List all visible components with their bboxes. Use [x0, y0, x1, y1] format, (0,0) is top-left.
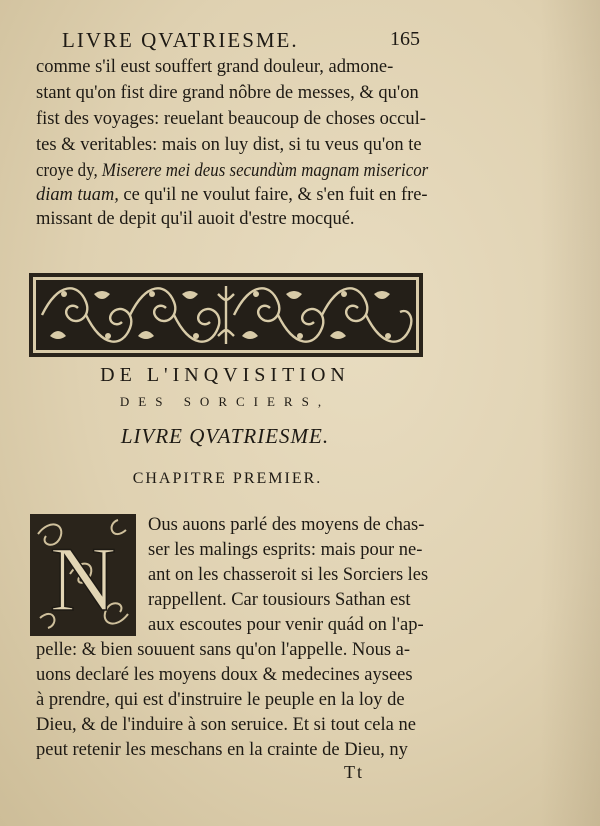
text-run: ce qu'il ne voulut faire, & s'en fuit en fre-: [123, 185, 428, 205]
chapter-number: CHAPITRE PREMIER.: [132, 470, 323, 487]
drop-cap-letter: N: [49, 528, 117, 630]
book-title: LIVRE QVATRIESME.: [120, 424, 330, 448]
running-title: LIVRE QVATRIESME.: [62, 28, 299, 52]
text-line: uons declaré les moyens doux & medecines aysees: [36, 665, 413, 685]
decorative-headpiece: [28, 272, 424, 358]
text-line: ant on les chasseroit si les Sorciers les: [148, 565, 429, 585]
text-line: stant qu'on fist dire grand nôbre de messes, & qu'on: [36, 83, 419, 103]
chapter-subtitle: DES SORCIERS,: [119, 394, 331, 409]
text-line: tes & veritables: mais on luy dist, si tu veus qu'on te: [36, 135, 422, 155]
text-line: Dieu, & de l'induire à son seruice. Et si tout cela ne: [36, 715, 416, 735]
latin-quotation: Miserere mei deus secundùm magnam misericor: [101, 161, 429, 181]
signature-mark: Tt: [344, 762, 364, 782]
text-line: missant de depit qu'il auoit d'estre mocqué.: [36, 209, 355, 229]
text-line: aux escoutes pour venir quád on l'ap-: [148, 615, 424, 635]
chapter-title: DE L'INQVISITION: [100, 364, 350, 386]
latin-quotation: diam tuam,: [36, 185, 119, 205]
text-line: fist des voyages: reuelant beaucoup de choses occul-: [36, 109, 426, 129]
drop-cap-initial: [30, 514, 136, 636]
text-line: pelle: & bien souuent sans qu'on l'appelle. Nous a-: [36, 640, 411, 660]
text-line: comme s'il eust souffert grand douleur, admone-: [36, 57, 394, 77]
text-line: à prendre, qui est d'instruire le peuple en la loy de: [36, 690, 405, 710]
text-line: [36, 184, 428, 206]
text-line: peut retenir les meschans en la crainte de Dieu, ny: [36, 740, 408, 760]
page-number: 165: [390, 28, 420, 50]
text-line: rappellent. Car tousiours Sathan est: [148, 590, 411, 610]
facing-page-bleed: [540, 0, 600, 826]
text-run: croye dy,: [36, 161, 98, 181]
text-line: [36, 160, 429, 182]
text-line: ser les malings esprits: mais pour ne-: [148, 540, 423, 560]
text-line: Ous auons parlé des moyens de chas-: [148, 515, 425, 535]
